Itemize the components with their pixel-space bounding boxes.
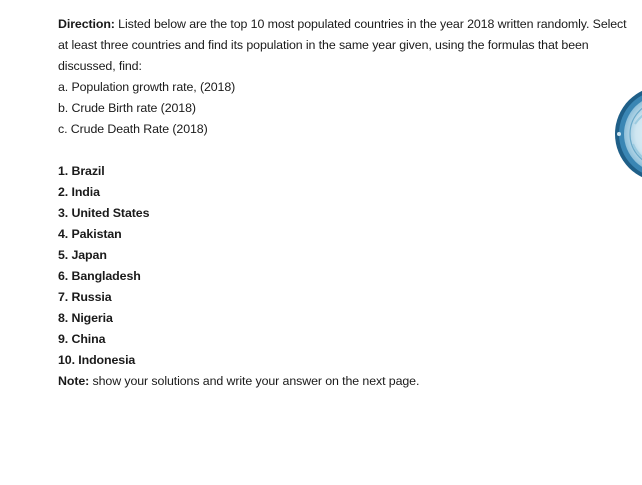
country-item: 2. India (58, 185, 100, 199)
note-paragraph (58, 371, 636, 392)
school-seal-logo (613, 84, 642, 184)
task-list (58, 77, 636, 140)
country-item: 8. Nigeria (58, 311, 113, 325)
country-item: 4. Pakistan (58, 227, 122, 241)
task-item: a. Population growth rate, (2018) (58, 80, 236, 94)
worksheet-content (58, 14, 636, 392)
direction-paragraph (58, 14, 636, 77)
note-label: Note: (58, 374, 90, 388)
country-item: 5. Japan (58, 248, 107, 262)
country-item: 3. United States (58, 206, 150, 220)
task-item: b. Crude Birth rate (2018) (58, 101, 196, 115)
country-list (58, 161, 636, 371)
country-item: 1. Brazil (58, 164, 105, 178)
country-item: 6. Bangladesh (58, 269, 141, 283)
country-item: 10. Indonesia (58, 353, 136, 367)
country-item: 9. China (58, 332, 106, 346)
direction-label: Direction: (58, 17, 115, 31)
note-text: show your solutions and write your answer on the next page. (92, 374, 420, 388)
task-item: c. Crude Death Rate (2018) (58, 122, 208, 136)
country-item: 7. Russia (58, 290, 112, 304)
direction-text: Listed below are the top 10 most populated countries in the year 2018 written randomly. Select at least three countries and find its population in the same year given, using the formulas that been discussed, find: (58, 17, 627, 73)
blank-line (58, 140, 636, 161)
